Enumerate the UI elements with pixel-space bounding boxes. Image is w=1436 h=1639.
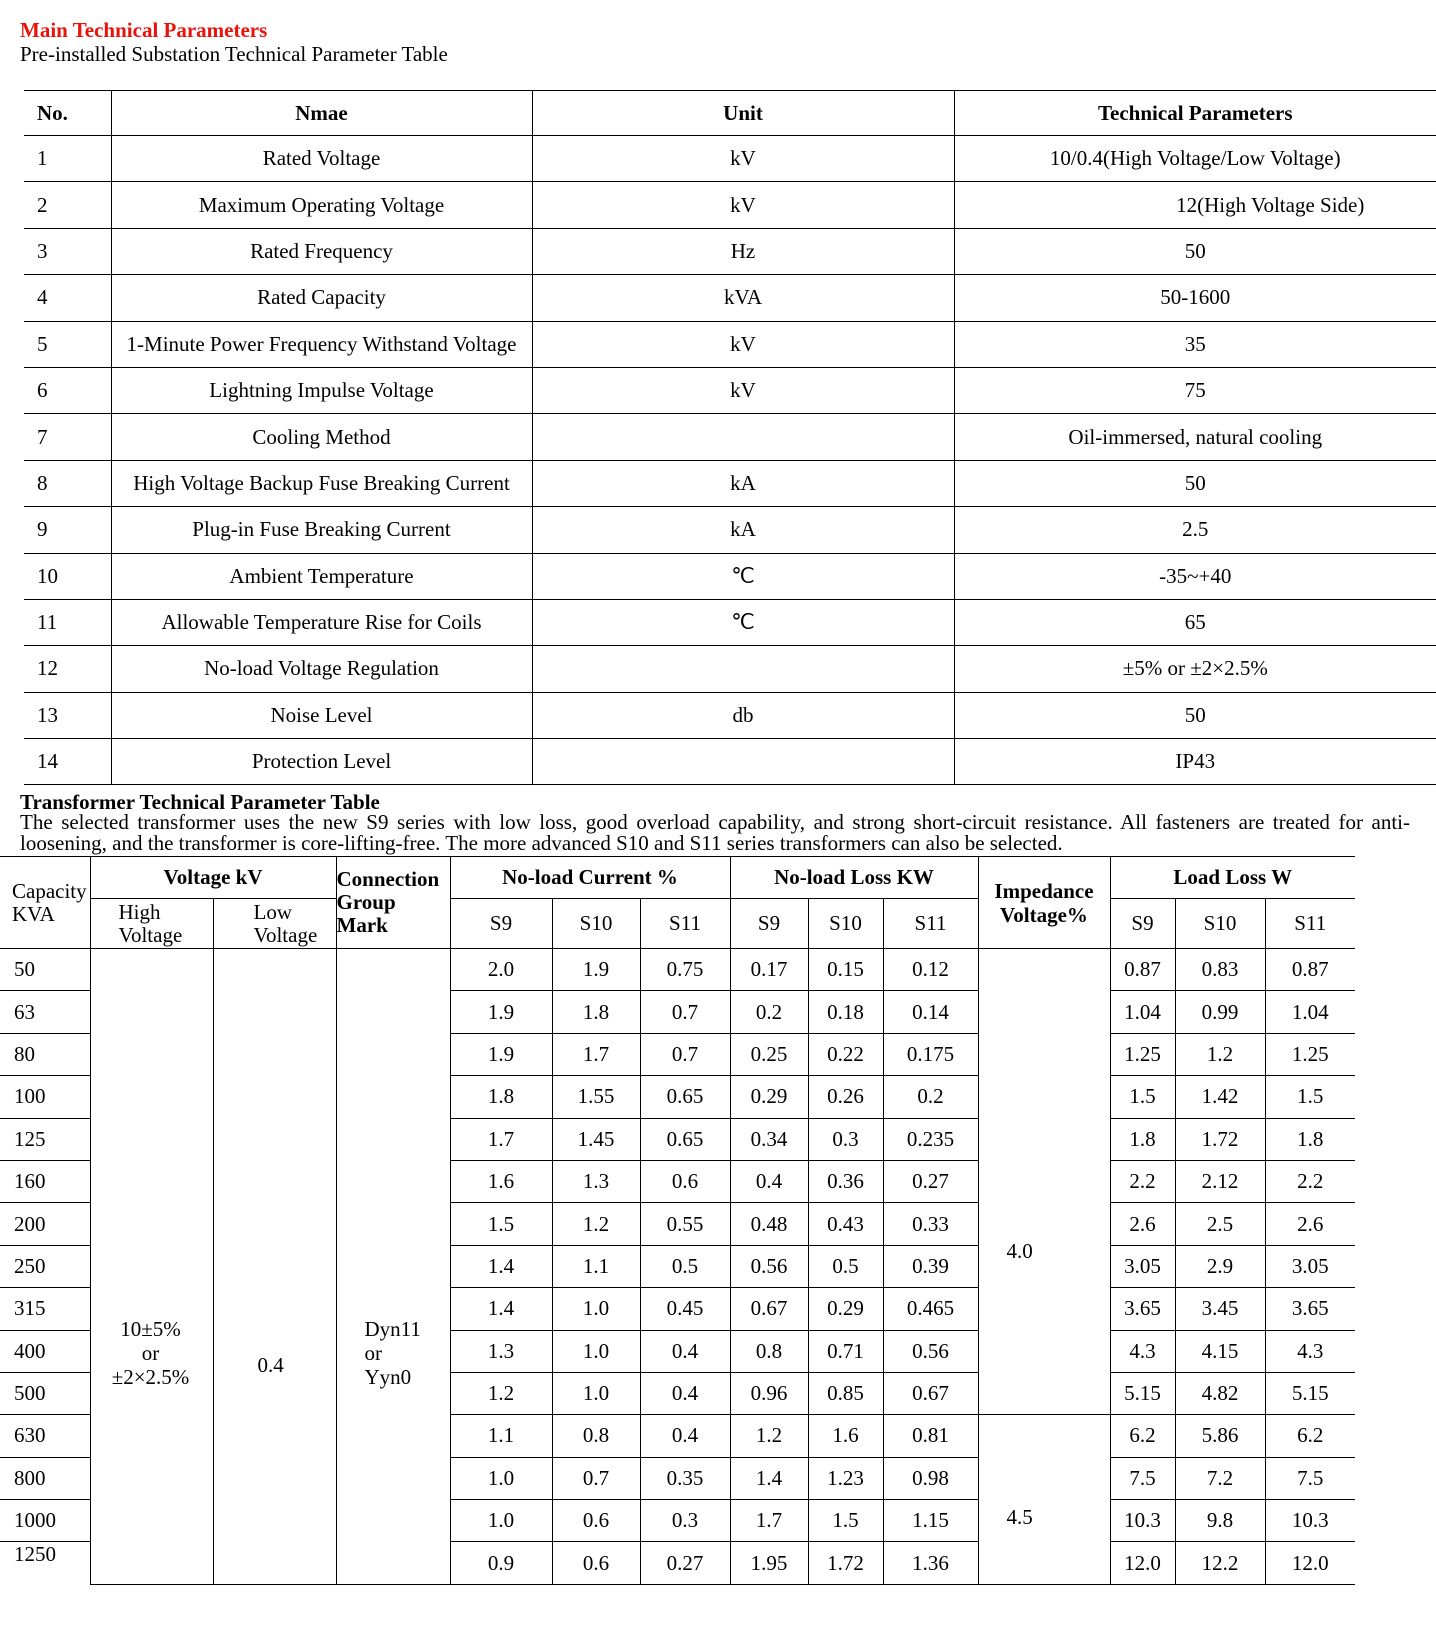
row-number-cell: 3 [24,228,111,274]
noload-current-cell: 1.3 [552,1160,640,1202]
noload-current-cell: 0.65 [640,1118,730,1160]
noload-loss-cell: 0.67 [730,1288,808,1330]
column-header-s11: S11 [883,899,978,949]
unit-cell: ℃ [532,553,954,599]
noload-loss-cell: 0.81 [883,1415,978,1457]
noload-loss-cell: 0.2 [883,1076,978,1118]
noload-loss-cell: 1.4 [730,1457,808,1499]
noload-loss-cell: 1.23 [808,1457,883,1499]
high-voltage-value-line: or [141,1341,160,1365]
high-voltage-value-line: ±2×2.5% [111,1365,190,1389]
noload-loss-cell: 1.6 [808,1415,883,1457]
high-voltage-value-cell [90,949,213,1585]
table-header-row [24,91,1436,136]
capacity-cell: 630 [0,1415,90,1457]
noload-current-cell: 1.4 [450,1288,552,1330]
table-row [24,553,1436,599]
unit-cell: ℃ [532,599,954,645]
load-loss-cell: 0.87 [1110,949,1175,991]
noload-current-cell: 1.55 [552,1076,640,1118]
parameter-value-cell: ±5% or ±2×2.5% [954,646,1436,692]
row-number-cell: 9 [24,507,111,553]
load-loss-cell: 1.25 [1265,1033,1355,1075]
noload-loss-cell: 1.7 [730,1500,808,1542]
noload-current-cell: 1.3 [450,1330,552,1372]
load-loss-cell: 5.15 [1265,1372,1355,1414]
column-header-noload-loss: No-load Loss KW [730,857,978,899]
parameter-value-cell: 50-1600 [954,275,1436,321]
load-loss-cell: 1.04 [1265,991,1355,1033]
noload-current-cell: 1.0 [552,1372,640,1414]
noload-loss-cell: 0.18 [808,991,883,1033]
load-loss-cell: 3.65 [1110,1288,1175,1330]
parameter-value-cell: 75 [954,367,1436,413]
load-loss-cell: 1.72 [1175,1118,1265,1160]
load-loss-cell: 3.65 [1265,1288,1355,1330]
row-number-cell: 5 [24,321,111,367]
column-header-connection: Connection Group Mark [336,857,450,949]
unit-cell [532,739,954,785]
column-header-s10: S10 [552,899,640,949]
transformer-table-heading: Transformer Technical Parameter Table [20,790,380,814]
unit-cell [532,646,954,692]
noload-current-cell: 0.6 [640,1160,730,1202]
row-number-cell: 14 [24,739,111,785]
unit-cell: kVA [532,275,954,321]
load-loss-cell: 2.6 [1265,1203,1355,1245]
load-loss-cell: 3.05 [1110,1245,1175,1287]
parameter-name-cell: Protection Level [111,739,532,785]
load-loss-cell: 2.6 [1110,1203,1175,1245]
row-number-cell: 8 [24,460,111,506]
noload-loss-cell: 0.43 [808,1203,883,1245]
parameter-value-cell: 50 [954,460,1436,506]
noload-current-cell: 0.7 [640,991,730,1033]
noload-loss-cell: 0.71 [808,1330,883,1372]
load-loss-cell: 3.45 [1175,1288,1265,1330]
load-loss-cell: 6.2 [1110,1415,1175,1457]
parameter-name-cell: Noise Level [111,692,532,738]
parameter-value-cell: Oil-immersed, natural cooling [954,414,1436,460]
load-loss-cell: 7.2 [1175,1457,1265,1499]
parameter-name-cell: Lightning Impulse Voltage [111,367,532,413]
noload-current-cell: 1.9 [450,1033,552,1075]
load-loss-cell: 12.0 [1265,1542,1355,1584]
table-row [24,321,1436,367]
unit-cell [532,414,954,460]
column-header-s10: S10 [808,899,883,949]
table-row [24,599,1436,645]
load-loss-cell: 10.3 [1265,1500,1355,1542]
load-loss-cell: 4.3 [1265,1330,1355,1372]
noload-current-cell: 1.0 [552,1330,640,1372]
noload-loss-cell: 1.5 [808,1500,883,1542]
noload-current-cell: 1.6 [450,1160,552,1202]
load-loss-cell: 4.82 [1175,1372,1265,1414]
load-loss-cell: 1.42 [1175,1076,1265,1118]
capacity-cell: 1000 [0,1500,90,1542]
noload-loss-cell: 0.67 [883,1372,978,1414]
row-number-cell: 1 [24,136,111,182]
noload-current-cell: 0.8 [552,1415,640,1457]
load-loss-cell: 12.0 [1110,1542,1175,1584]
unit-cell: kA [532,507,954,553]
noload-current-cell: 0.45 [640,1288,730,1330]
parameter-name-cell: Maximum Operating Voltage [111,182,532,228]
noload-loss-cell: 0.14 [883,991,978,1033]
load-loss-cell: 5.86 [1175,1415,1265,1457]
load-loss-cell: 1.04 [1110,991,1175,1033]
load-loss-cell: 4.15 [1175,1330,1265,1372]
capacity-cell: 50 [0,949,90,991]
column-header-s11: S11 [640,899,730,949]
parameter-value-cell: -35~+40 [954,553,1436,599]
load-loss-cell: 0.99 [1175,991,1265,1033]
load-loss-cell: 1.5 [1265,1076,1355,1118]
noload-loss-cell: 0.175 [883,1033,978,1075]
noload-current-cell: 1.8 [450,1076,552,1118]
unit-cell: kA [532,460,954,506]
noload-loss-cell: 0.39 [883,1245,978,1287]
noload-loss-cell: 0.29 [808,1288,883,1330]
load-loss-cell: 1.8 [1110,1118,1175,1160]
column-header-s10: S10 [1175,899,1265,949]
row-number-cell: 13 [24,692,111,738]
column-header-s11: S11 [1265,899,1355,949]
parameter-name-cell: Rated Voltage [111,136,532,182]
load-loss-cell: 0.87 [1265,949,1355,991]
row-number-cell: 12 [24,646,111,692]
load-loss-cell: 6.2 [1265,1415,1355,1457]
noload-loss-cell: 0.85 [808,1372,883,1414]
capacity-cell: 315 [0,1288,90,1330]
high-voltage-value-line: 10±5% [120,1317,181,1341]
table-row [24,739,1436,785]
noload-loss-cell: 0.17 [730,949,808,991]
noload-loss-cell: 0.26 [808,1076,883,1118]
noload-loss-cell: 0.5 [808,1245,883,1287]
noload-current-cell: 1.5 [450,1203,552,1245]
column-header-name: Nmae [111,91,532,136]
noload-current-cell: 1.2 [552,1203,640,1245]
noload-loss-cell: 0.33 [883,1203,978,1245]
parameter-name-cell: High Voltage Backup Fuse Breaking Current [111,460,532,506]
parameter-name-cell: Cooling Method [111,414,532,460]
noload-loss-cell: 0.12 [883,949,978,991]
parameter-value-cell: 65 [954,599,1436,645]
noload-loss-cell: 0.25 [730,1033,808,1075]
section-heading: Main Technical Parameters [20,18,268,42]
noload-loss-cell: 1.72 [808,1542,883,1584]
parameter-value-cell: 2.5 [954,507,1436,553]
parameter-name-cell: Plug-in Fuse Breaking Current [111,507,532,553]
column-header-high-voltage: High Voltage [90,899,213,949]
load-loss-cell: 12.2 [1175,1542,1265,1584]
unit-cell: kV [532,182,954,228]
noload-loss-cell: 0.8 [730,1330,808,1372]
row-number-cell: 11 [24,599,111,645]
table-row [24,182,1436,228]
load-loss-cell: 2.12 [1175,1160,1265,1202]
noload-current-cell: 0.55 [640,1203,730,1245]
capacity-cell: 1250 [14,1542,56,1567]
noload-current-cell: 1.0 [450,1457,552,1499]
substation-parameter-table [24,90,1436,785]
connection-group-line: Dyn11 [364,1317,421,1341]
row-number-cell: 2 [24,182,111,228]
row-number-cell: 4 [24,275,111,321]
impedance-voltage-cell: 4.0 [978,949,1110,1415]
connection-group-line: or [364,1341,382,1365]
load-loss-cell: 5.15 [1110,1372,1175,1414]
parameter-value-cell: 35 [954,321,1436,367]
noload-loss-cell: 0.29 [730,1076,808,1118]
parameter-name-cell: Rated Capacity [111,275,532,321]
noload-loss-cell: 1.36 [883,1542,978,1584]
unit-cell: kV [532,136,954,182]
load-loss-cell: 1.8 [1265,1118,1355,1160]
table-row [24,460,1436,506]
load-loss-cell: 1.5 [1110,1076,1175,1118]
load-loss-cell: 7.5 [1265,1457,1355,1499]
column-header-load-loss: Load Loss W [1110,857,1355,899]
load-loss-cell: 4.3 [1110,1330,1175,1372]
noload-current-cell: 1.8 [552,991,640,1033]
unit-cell: Hz [532,228,954,274]
capacity-cell: 100 [0,1076,90,1118]
noload-loss-cell: 0.4 [730,1160,808,1202]
noload-current-cell: 0.65 [640,1076,730,1118]
parameter-value-cell: 50 [954,692,1436,738]
parameter-value-cell: 12(High Voltage Side) [954,182,1436,228]
capacity-cell: 63 [0,991,90,1033]
noload-current-cell: 0.7 [640,1033,730,1075]
noload-current-cell: 0.9 [450,1542,552,1584]
noload-loss-cell: 0.48 [730,1203,808,1245]
capacity-cell: 500 [0,1372,90,1414]
table-row [24,507,1436,553]
noload-current-cell: 1.2 [450,1372,552,1414]
noload-current-cell: 0.35 [640,1457,730,1499]
table-row [24,367,1436,413]
impedance-voltage-cell: 4.5 [978,1415,1110,1585]
noload-current-cell: 1.7 [450,1118,552,1160]
capacity-cell: 125 [0,1118,90,1160]
parameter-value-cell: 10/0.4(High Voltage/Low Voltage) [954,136,1436,182]
parameter-name-cell: No-load Voltage Regulation [111,646,532,692]
connection-group-value-cell [336,949,450,1585]
parameter-value-cell: IP43 [954,739,1436,785]
table-row [24,414,1436,460]
noload-current-cell: 0.75 [640,949,730,991]
parameter-name-cell: Ambient Temperature [111,553,532,599]
noload-current-cell: 1.1 [450,1415,552,1457]
noload-current-cell: 0.6 [552,1500,640,1542]
capacity-cell: 80 [0,1033,90,1075]
column-header-impedance: Impedance Voltage% [978,857,1110,949]
noload-loss-cell: 1.2 [730,1415,808,1457]
noload-loss-cell: 0.27 [883,1160,978,1202]
noload-loss-cell: 0.22 [808,1033,883,1075]
noload-current-cell: 1.4 [450,1245,552,1287]
load-loss-cell: 2.9 [1175,1245,1265,1287]
load-loss-cell: 7.5 [1110,1457,1175,1499]
noload-current-cell: 1.0 [450,1500,552,1542]
column-header-unit: Unit [532,91,954,136]
table-row [24,228,1436,274]
connection-group-line: Yyn0 [364,1365,412,1389]
capacity-cell: 250 [0,1245,90,1287]
transformer-description: The selected transformer uses the new S9 series with low loss, good overload capability, and strong short-circuit resistance. All fasteners are treated for anti-loosening, and the transformer is core-lifting-free. The more advanced S10 and S11 series transformers can also be selected. [20,810,1410,855]
column-header-capacity: Capacity KVA [0,857,90,949]
capacity-cell: 400 [0,1330,90,1372]
noload-current-cell: 0.3 [640,1500,730,1542]
load-loss-cell: 10.3 [1110,1500,1175,1542]
noload-loss-cell: 1.95 [730,1542,808,1584]
noload-loss-cell: 1.15 [883,1500,978,1542]
load-loss-cell: 2.5 [1175,1203,1265,1245]
noload-loss-cell: 0.15 [808,949,883,991]
column-header-s9: S9 [1110,899,1175,949]
table-row [24,275,1436,321]
column-header-s9: S9 [730,899,808,949]
low-voltage-value-cell: 0.4 [213,949,336,1585]
noload-loss-cell: 0.56 [883,1330,978,1372]
column-header-voltage: Voltage kV [90,857,336,899]
table-row [24,136,1436,182]
unit-cell: kV [532,367,954,413]
column-header-no: No. [24,91,111,136]
noload-loss-cell: 0.36 [808,1160,883,1202]
noload-current-cell: 1.9 [552,949,640,991]
load-loss-cell: 2.2 [1265,1160,1355,1202]
column-header-noload-current: No-load Current % [450,857,730,899]
noload-current-cell: 1.9 [450,991,552,1033]
table-row [24,692,1436,738]
noload-current-cell: 0.6 [552,1542,640,1584]
unit-cell: kV [532,321,954,367]
noload-loss-cell: 0.34 [730,1118,808,1160]
capacity-cell: 800 [0,1457,90,1499]
unit-cell: db [532,692,954,738]
load-loss-cell: 3.05 [1265,1245,1355,1287]
parameter-value-cell: 50 [954,228,1436,274]
noload-current-cell: 1.0 [552,1288,640,1330]
noload-current-cell: 0.27 [640,1542,730,1584]
capacity-cell: 200 [0,1203,90,1245]
capacity-cell: 160 [0,1160,90,1202]
noload-loss-cell: 0.3 [808,1118,883,1160]
noload-current-cell: 0.4 [640,1415,730,1457]
column-header-low-voltage: Low Voltage [213,899,336,949]
row-number-cell: 6 [24,367,111,413]
noload-loss-cell: 0.98 [883,1457,978,1499]
noload-current-cell: 1.7 [552,1033,640,1075]
load-loss-cell: 0.83 [1175,949,1265,991]
noload-current-cell: 0.4 [640,1330,730,1372]
load-loss-cell: 9.8 [1175,1500,1265,1542]
load-loss-cell: 1.25 [1110,1033,1175,1075]
load-loss-cell: 2.2 [1110,1160,1175,1202]
table-title: Pre-installed Substation Technical Parameter Table [20,42,448,66]
noload-current-cell: 0.7 [552,1457,640,1499]
table-row [24,646,1436,692]
noload-loss-cell: 0.465 [883,1288,978,1330]
noload-loss-cell: 0.2 [730,991,808,1033]
noload-loss-cell: 0.96 [730,1372,808,1414]
noload-loss-cell: 0.235 [883,1118,978,1160]
table-row [0,949,1355,991]
row-number-cell: 10 [24,553,111,599]
noload-current-cell: 0.5 [640,1245,730,1287]
noload-loss-cell: 0.56 [730,1245,808,1287]
parameter-name-cell: Allowable Temperature Rise for Coils [111,599,532,645]
parameter-name-cell: Rated Frequency [111,228,532,274]
column-header-s9: S9 [450,899,552,949]
noload-current-cell: 1.1 [552,1245,640,1287]
row-number-cell: 7 [24,414,111,460]
column-header-parameters: Technical Parameters [954,91,1436,136]
noload-current-cell: 0.4 [640,1372,730,1414]
load-loss-cell: 1.2 [1175,1033,1265,1075]
transformer-parameter-table [0,856,1355,1585]
noload-current-cell: 2.0 [450,949,552,991]
noload-current-cell: 1.45 [552,1118,640,1160]
parameter-name-cell: 1-Minute Power Frequency Withstand Voltage [111,321,532,367]
